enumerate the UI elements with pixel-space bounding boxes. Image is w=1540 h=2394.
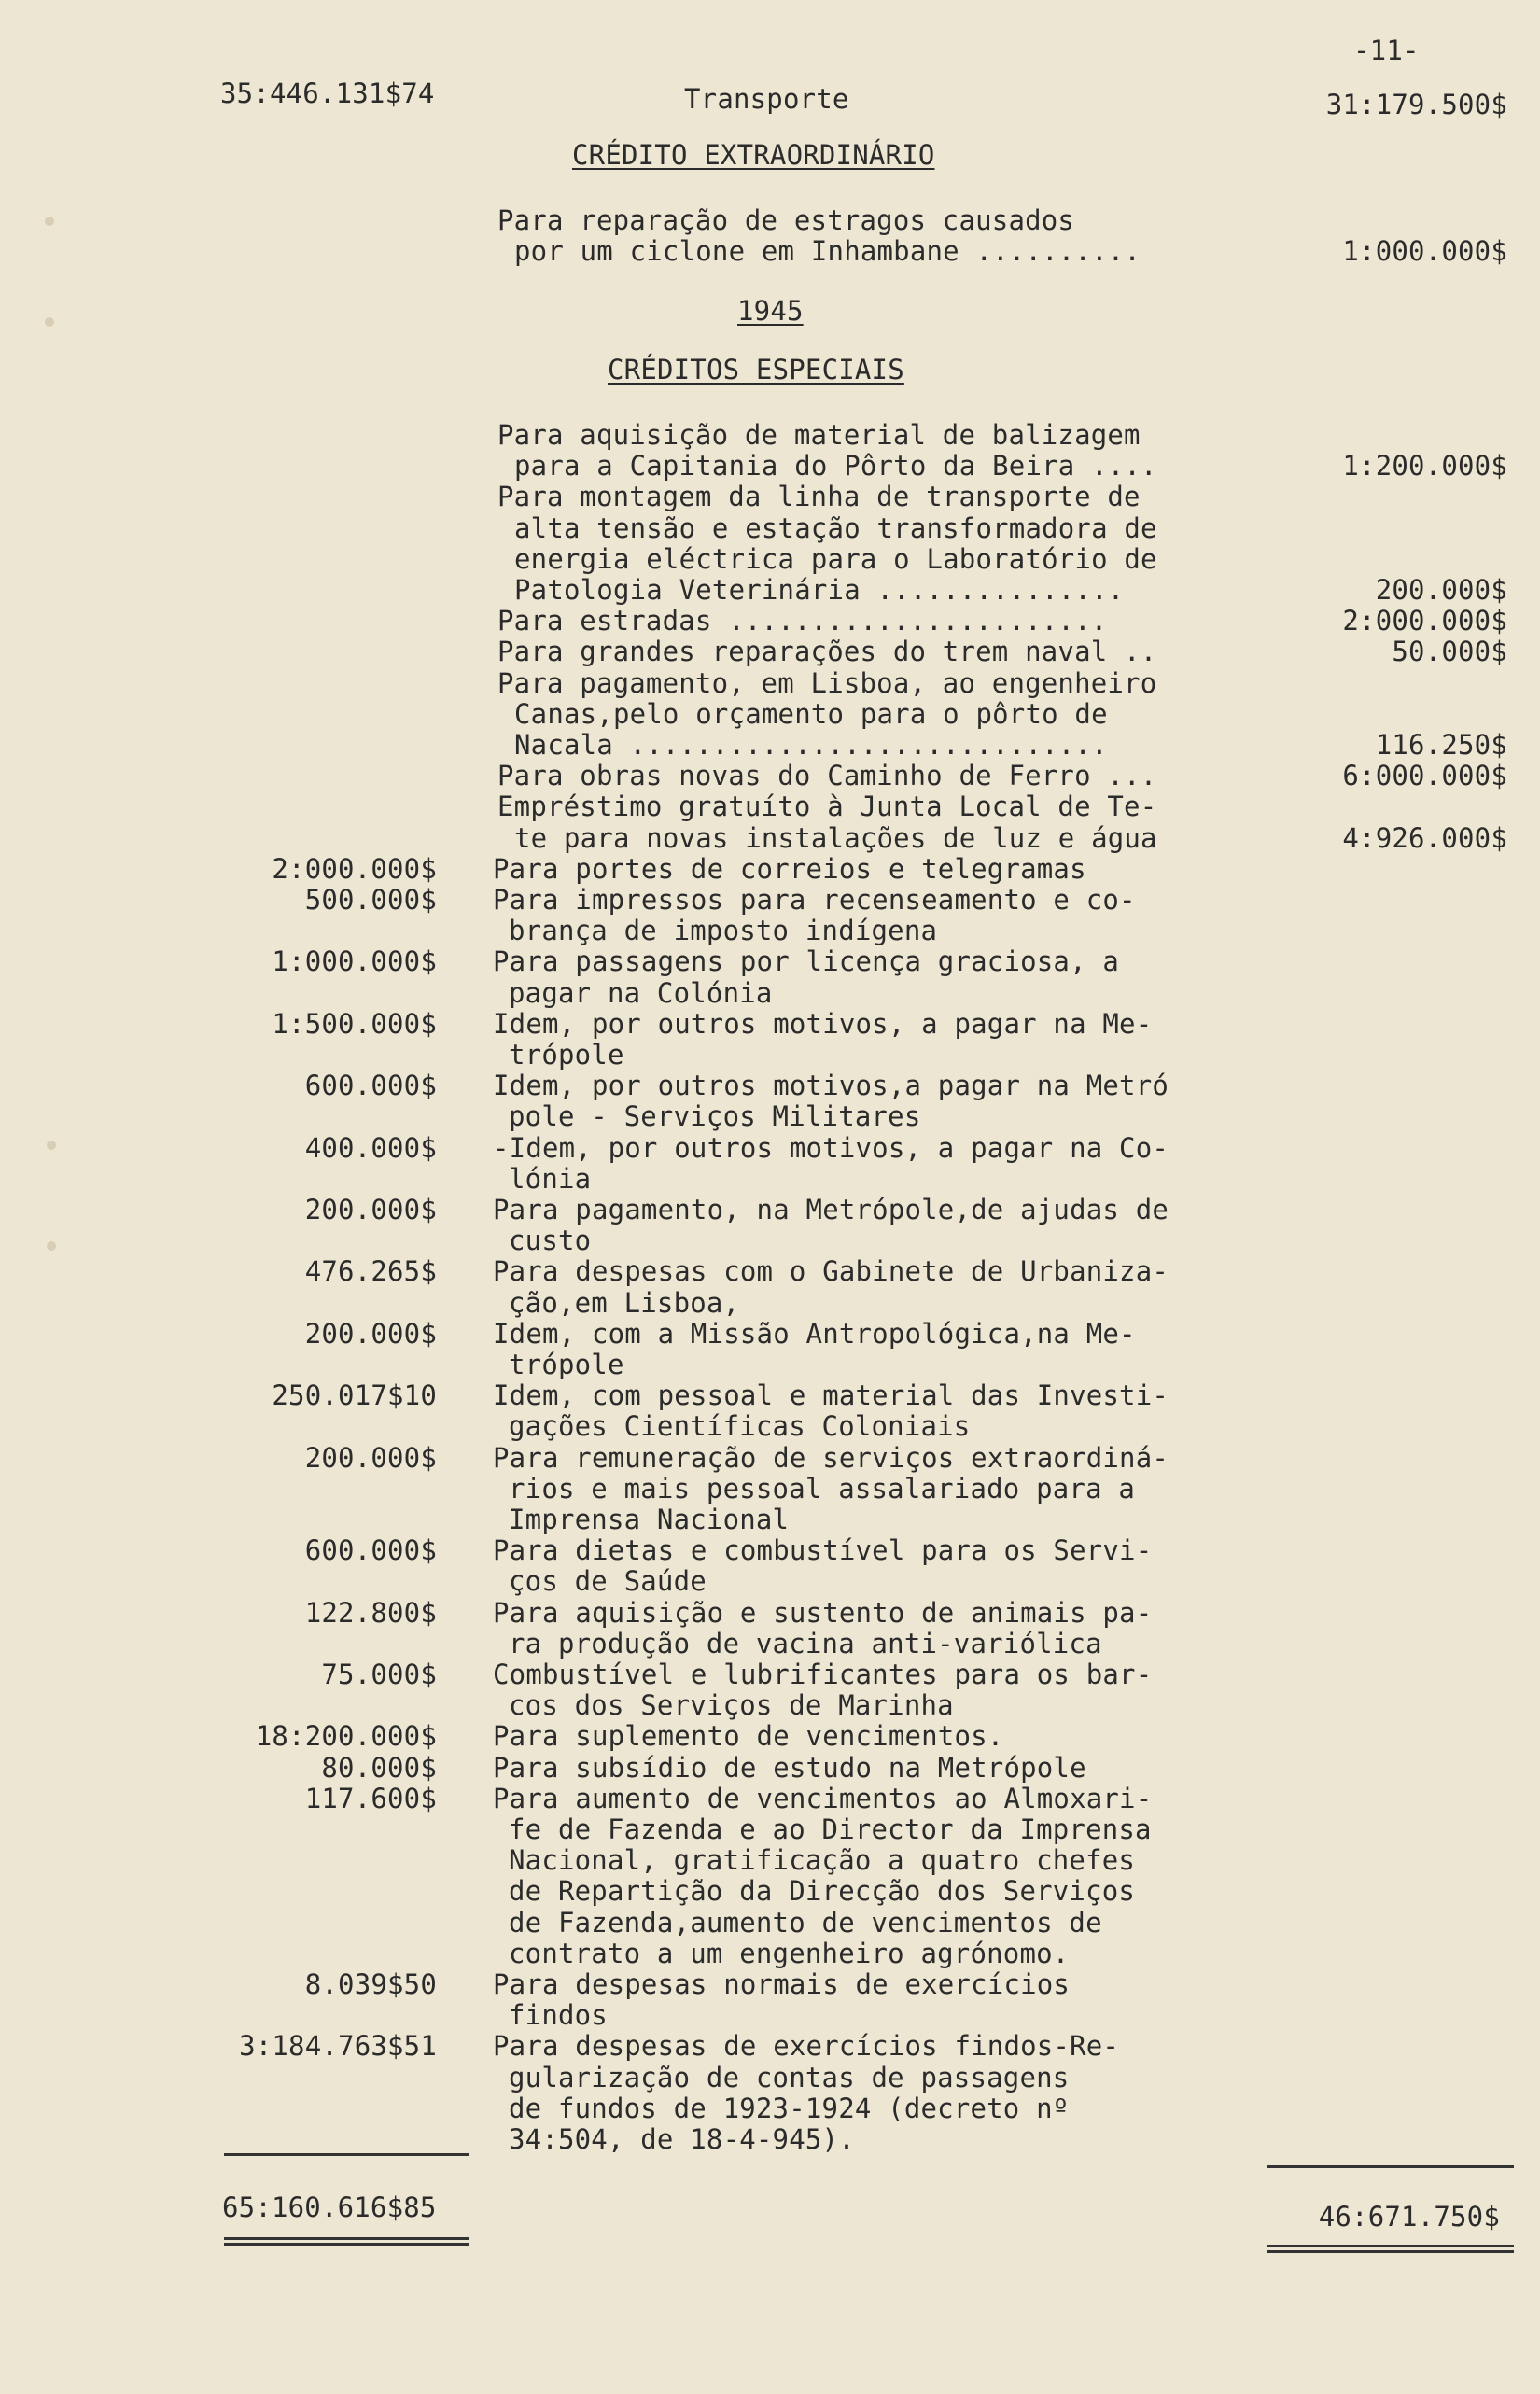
special-credit-left-line: custo: [509, 1225, 592, 1257]
special-credit-left-line: Para aquisição e sustento de animais pa-: [493, 1596, 1153, 1629]
special-credit-line: Patologia Veterinária ...............: [514, 574, 1125, 606]
special-credit-left-amount: 8.039$50: [304, 1968, 437, 2000]
special-credit-left-line: findos: [509, 1999, 608, 2032]
special-credit-amount: 4:926.000$: [1342, 821, 1507, 854]
special-credit-left-line: Para dietas e combustível para os Servi-: [493, 1534, 1153, 1567]
special-credit-left-amount: 2:000.000$: [272, 852, 437, 885]
special-credit-left-line: cos dos Serviços de Marinha: [509, 1689, 954, 1722]
special-credit-left-line: ços de Saúde: [509, 1565, 707, 1598]
transport-left-amount: 35:446.131$74: [220, 77, 435, 109]
special-credit-left-line: ra produção de vacina anti-variólica: [509, 1627, 1102, 1659]
special-credit-left-line: Idem, por outros motivos,a pagar na Metró: [493, 1070, 1169, 1102]
special-credit-left-amount: 122.800$: [304, 1596, 437, 1629]
punch-hole: [45, 317, 54, 327]
extraordinary-credit-line: Para reparação de estragos causados: [497, 204, 1075, 236]
special-credits-title: CRÉDITOS ESPECIAIS: [608, 354, 904, 385]
total-right-amount: 46:671.750$: [1318, 2201, 1500, 2233]
special-credit-left-line: trópole: [509, 1349, 624, 1380]
special-credit-left-amount: 600.000$: [304, 1070, 437, 1102]
special-credit-left-line: Para subsídio de estudo na Metrópole: [493, 1751, 1086, 1784]
special-credit-left-amount: 75.000$: [321, 1659, 437, 1690]
special-credit-left-amount: 400.000$: [304, 1131, 437, 1164]
year-heading: 1945: [737, 295, 804, 327]
special-credit-left-amount: 200.000$: [304, 1317, 437, 1350]
special-credit-left-amount: 600.000$: [304, 1534, 437, 1567]
special-credit-left-line: Imprensa Nacional: [509, 1504, 790, 1535]
total-left-amount: 65:160.616$85: [222, 2191, 437, 2223]
special-credit-left-amount: 18:200.000$: [255, 1720, 437, 1753]
special-credit-line: Para aquisição de material de balizagem: [497, 419, 1141, 451]
special-credit-left-line: trópole: [509, 1039, 624, 1071]
special-credit-left-line: Para passagens por licença graciosa, a: [493, 945, 1120, 978]
special-credit-left-line: Para portes de correios e telegramas: [493, 852, 1086, 885]
special-credit-amount: 200.000$: [1375, 574, 1507, 606]
extraordinary-credit-line: por um ciclone em Inhambane ..........: [514, 235, 1141, 268]
special-credit-line: Para pagamento, em Lisboa, ao engenheiro: [497, 666, 1157, 699]
special-credit-line: energia eléctrica para o Laboratório de: [514, 542, 1157, 575]
special-credit-left-line: brança de imposto indígena: [509, 915, 938, 947]
special-credit-amount: 50.000$: [1392, 636, 1507, 668]
special-credit-left-amount: 200.000$: [304, 1194, 437, 1225]
special-credit-line: Para grandes reparações do trem naval ..: [497, 636, 1157, 668]
special-credit-left-line: Para impressos para recenseamento e co-: [493, 884, 1136, 916]
punch-hole: [45, 217, 54, 226]
special-credit-line: Para estradas .......................: [497, 605, 1108, 637]
special-credit-left-amount: 1:500.000$: [272, 1007, 437, 1040]
special-credit-amount: 2:000.000$: [1342, 605, 1507, 637]
special-credit-left-amount: 500.000$: [304, 884, 437, 916]
special-credit-line: Nacala .............................: [514, 729, 1108, 761]
special-credit-left-line: Para remuneração de serviços extraordiná-: [493, 1441, 1169, 1474]
special-credit-left-line: Para pagamento, na Metrópole,de ajudas de: [493, 1194, 1169, 1225]
special-credit-line: Para montagem da linha de transporte de: [497, 481, 1141, 513]
special-credit-left-line: gações Científicas Coloniais: [509, 1410, 971, 1443]
special-credit-left-line: fe de Fazenda e ao Director da Imprensa: [509, 1813, 1152, 1845]
special-credit-left-line: Para suplemento de vencimentos.: [493, 1720, 1004, 1753]
special-credit-left-line: Idem, por outros motivos, a pagar na Me-: [493, 1007, 1153, 1040]
special-credit-left-line: pole - Serviços Militares: [509, 1100, 921, 1133]
punch-hole: [47, 1241, 56, 1251]
special-credit-left-line: Para despesas normais de exercícios: [493, 1968, 1071, 2000]
special-credit-left-line: Nacional, gratificação a quatro chefes: [509, 1844, 1136, 1877]
special-credit-left-amount: 476.265$: [304, 1255, 437, 1288]
left-total-double-rule: [224, 2237, 469, 2246]
extraordinary-credit-amount: 1:000.000$: [1342, 235, 1507, 267]
special-credit-left-line: Para despesas de exercícios findos-Re-: [493, 2030, 1120, 2063]
special-credit-left-amount: 200.000$: [304, 1441, 437, 1474]
special-credit-left-line: pagar na Colónia: [509, 976, 773, 1009]
special-credit-amount: 6:000.000$: [1342, 760, 1507, 792]
right-subtotal-rule: [1267, 2165, 1514, 2168]
transport-right-amount: 31:179.500$: [1325, 89, 1507, 120]
special-credit-left-line: contrato a um engenheiro agrónomo.: [509, 1937, 1070, 1969]
special-credit-left-line: Idem, com pessoal e material das Investi-: [493, 1379, 1169, 1412]
special-credit-left-line: de Fazenda,aumento de vencimentos de: [509, 1906, 1102, 1939]
special-credit-left-amount: 1:000.000$: [272, 945, 437, 978]
special-credit-left-line: lónia: [509, 1162, 592, 1195]
special-credit-left-line: Para aumento de vencimentos ao Almoxari-: [493, 1782, 1153, 1814]
special-credit-left-line: -Idem, por outros motivos, a pagar na Co-: [493, 1131, 1169, 1164]
special-credit-left-line: de fundos de 1923-1924 (decreto nº: [509, 2092, 1070, 2124]
special-credit-left-amount: 3:184.763$51: [239, 2030, 437, 2063]
special-credit-line: Canas,pelo orçamento para o pôrto de: [514, 697, 1108, 730]
special-credit-line: para a Capitania do Pôrto da Beira ....: [514, 450, 1157, 483]
special-credit-amount: 116.250$: [1375, 729, 1507, 761]
special-credit-left-line: gularização de contas de passagens: [509, 2061, 1070, 2093]
special-credit-left-amount: 117.600$: [304, 1782, 437, 1814]
extraordinary-credit-title: CRÉDITO EXTRAORDINÁRIO: [572, 139, 935, 171]
special-credit-left-line: ção,em Lisboa,: [509, 1286, 740, 1319]
left-subtotal-rule: [224, 2153, 469, 2156]
special-credit-left-line: Combustível e lubrificantes para os bar-: [493, 1659, 1153, 1690]
special-credit-line: te para novas instalações de luz e água: [514, 821, 1157, 854]
punch-hole: [47, 1141, 56, 1150]
special-credit-line: alta tensão e estação transformadora de: [514, 511, 1157, 544]
special-credit-left-line: Para despesas com o Gabinete de Urbaniza-: [493, 1255, 1169, 1288]
special-credit-left-amount: 250.017$10: [272, 1379, 437, 1412]
special-credit-line: Empréstimo gratuíto à Junta Local de Te-: [497, 791, 1157, 823]
special-credit-amount: 1:200.000$: [1342, 450, 1507, 483]
transport-label: Transporte: [684, 83, 849, 115]
special-credit-line: Para obras novas do Caminho de Ferro ...: [497, 760, 1157, 792]
special-credit-left-amount: 80.000$: [321, 1751, 437, 1784]
right-total-double-rule: [1267, 2245, 1514, 2253]
special-credit-left-line: de Repartição da Direcção dos Serviços: [509, 1875, 1136, 1908]
special-credit-left-line: Idem, com a Missão Antropológica,na Me-: [493, 1317, 1136, 1350]
page-number: -11-: [1353, 35, 1420, 66]
special-credit-left-line: rios e mais pessoal assalariado para a: [509, 1472, 1136, 1505]
special-credit-left-line: 34:504, de 18-4-945).: [509, 2123, 855, 2155]
